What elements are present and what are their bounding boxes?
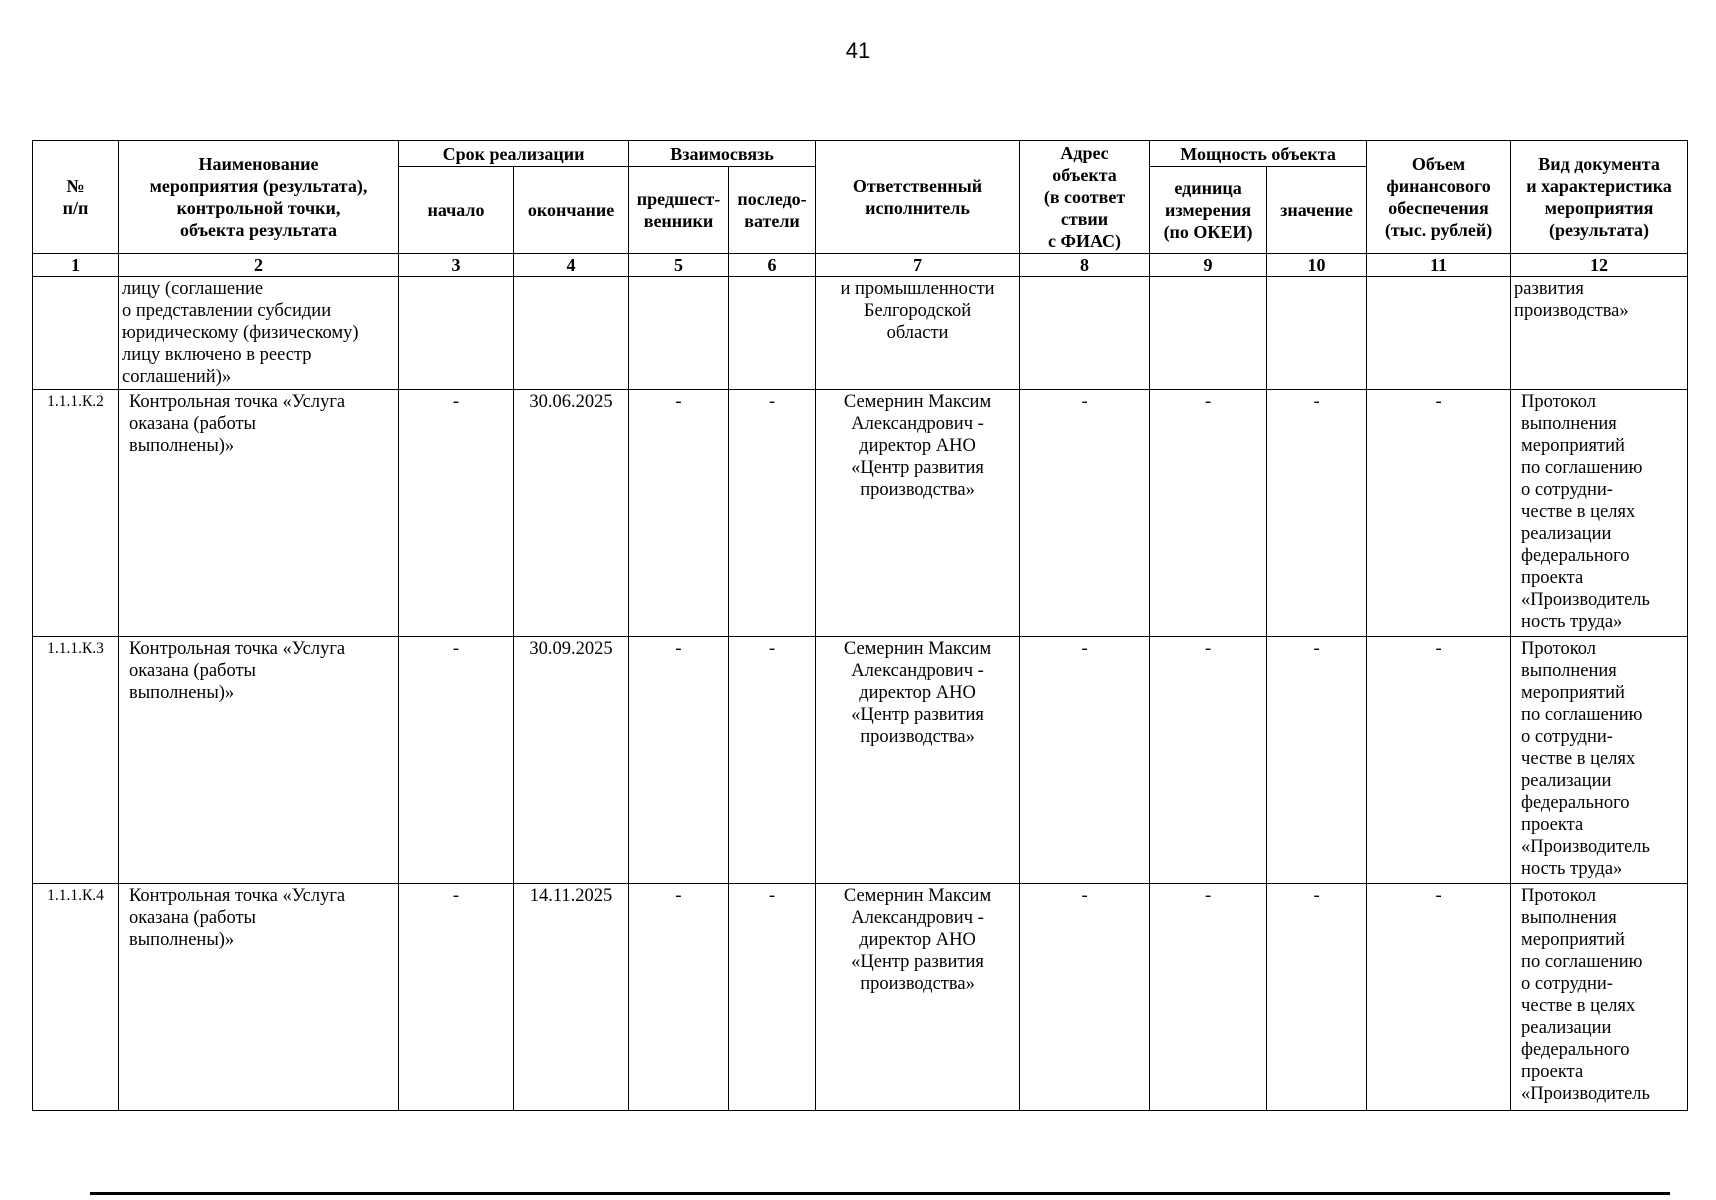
table-cell-unit: - — [1150, 884, 1267, 1111]
table-cell-responsible: Семернин Максим Александрович - директор АНО «Центр развития производства» — [816, 637, 1020, 884]
column-number: 11 — [1367, 254, 1511, 277]
column-number: 1 — [33, 254, 119, 277]
plan-table — [32, 140, 1688, 1111]
table-row — [33, 637, 1688, 884]
header-document: Вид документа и характеристика мероприятия (результата) — [1511, 141, 1688, 254]
table-cell — [399, 277, 514, 390]
table-cell-end: 30.06.2025 — [514, 390, 629, 637]
column-number: 5 — [629, 254, 729, 277]
table-cell-responsible: и промышленности Белгородской области — [816, 277, 1020, 390]
table-cell-responsible: Семернин Максим Александрович - директор АНО «Центр развития производства» — [816, 884, 1020, 1111]
table-cell — [1150, 277, 1267, 390]
header-link-group: Взаимосвязь — [629, 141, 816, 167]
table-cell-address: - — [1020, 637, 1150, 884]
table-cell-finance: - — [1367, 390, 1511, 637]
column-number: 10 — [1267, 254, 1367, 277]
column-number: 4 — [514, 254, 629, 277]
table-cell — [629, 277, 729, 390]
table-cell-document: Протокол выполнения мероприятий по соглашению о сотрудни- честве в целях реализации федерального проекта «Производитель — [1511, 884, 1688, 1111]
header-value: значение — [1267, 167, 1367, 254]
table-cell-predecessors: - — [629, 637, 729, 884]
header-predecessors: предшест- венники — [629, 167, 729, 254]
column-number: 12 — [1511, 254, 1688, 277]
table-cell-value: - — [1267, 637, 1367, 884]
header-end: окончание — [514, 167, 629, 254]
column-number: 9 — [1150, 254, 1267, 277]
header-capacity-group: Мощность объекта — [1150, 141, 1367, 167]
table-cell-responsible: Семернин Максим Александрович - директор АНО «Центр развития производства» — [816, 390, 1020, 637]
header-successors: последо- ватели — [729, 167, 816, 254]
table-cell-value: - — [1267, 390, 1367, 637]
table-cell-name: лицу (соглашение о представлении субсидии юридическому (физическому) лицу включено в реестр соглашений)» — [119, 277, 399, 390]
table-cell-unit: - — [1150, 637, 1267, 884]
table-cell-document: развития производства» — [1511, 277, 1688, 390]
table-cell — [514, 277, 629, 390]
table-cell-code: 1.1.1.К.2 — [33, 390, 119, 637]
column-number: 2 — [119, 254, 399, 277]
table-cell-successors: - — [729, 390, 816, 637]
table-cell — [1020, 277, 1150, 390]
table-cell-end: 30.09.2025 — [514, 637, 629, 884]
header-num: № п/п — [33, 141, 119, 254]
table-cell-value: - — [1267, 884, 1367, 1111]
column-number: 6 — [729, 254, 816, 277]
header-start: начало — [399, 167, 514, 254]
table-cell-start: - — [399, 637, 514, 884]
column-number: 3 — [399, 254, 514, 277]
table-cell-name: Контрольная точка «Услуга оказана (работы выполнены)» — [119, 390, 399, 637]
table-cell-unit: - — [1150, 390, 1267, 637]
table-cell-finance: - — [1367, 884, 1511, 1111]
page-number: 41 — [845, 38, 871, 63]
table-cell-predecessors: - — [629, 390, 729, 637]
table-cell — [1267, 277, 1367, 390]
header-name: Наименование мероприятия (результата), контрольной точки, объекта результата — [119, 141, 399, 254]
table-cell-code: 1.1.1.К.4 — [33, 884, 119, 1111]
table-cell-document: Протокол выполнения мероприятий по соглашению о сотрудни- честве в целях реализации федерального проекта «Производитель ность труда» — [1511, 637, 1688, 884]
table-cell-address: - — [1020, 884, 1150, 1111]
table-cell-start: - — [399, 884, 514, 1111]
table-cell-successors: - — [729, 637, 816, 884]
table-cell-code: 1.1.1.К.3 — [33, 637, 119, 884]
table-cell — [1367, 277, 1511, 390]
table-cell-name: Контрольная точка «Услуга оказана (работы выполнены)» — [119, 637, 399, 884]
column-number: 7 — [816, 254, 1020, 277]
table-cell-document: Протокол выполнения мероприятий по соглашению о сотрудни- честве в целях реализации федерального проекта «Производитель ность труда» — [1511, 390, 1688, 637]
table-cell — [729, 277, 816, 390]
table-row — [33, 884, 1688, 1111]
table-cell-start: - — [399, 390, 514, 637]
column-number: 8 — [1020, 254, 1150, 277]
header-responsible: Ответственный исполнитель — [816, 141, 1020, 254]
table-cell-address: - — [1020, 390, 1150, 637]
header-finance: Объем финансового обеспечения (тыс. рублей) — [1367, 141, 1511, 254]
table-cell-successors: - — [729, 884, 816, 1111]
header-unit: единица измерения (по ОКЕИ) — [1150, 167, 1267, 254]
table-cell — [33, 277, 119, 390]
header-address: Адрес объекта (в соответ ствии с ФИАС) — [1020, 141, 1150, 254]
table-row — [33, 390, 1688, 637]
header-term-group: Срок реализации — [399, 141, 629, 167]
table-row-continuation — [33, 277, 1688, 390]
table-cell-name: Контрольная точка «Услуга оказана (работы выполнены)» — [119, 884, 399, 1111]
table-cell-finance: - — [1367, 637, 1511, 884]
table-cell-predecessors: - — [629, 884, 729, 1111]
scan-edge-line — [90, 1192, 1670, 1195]
table-cell-end: 14.11.2025 — [514, 884, 629, 1111]
